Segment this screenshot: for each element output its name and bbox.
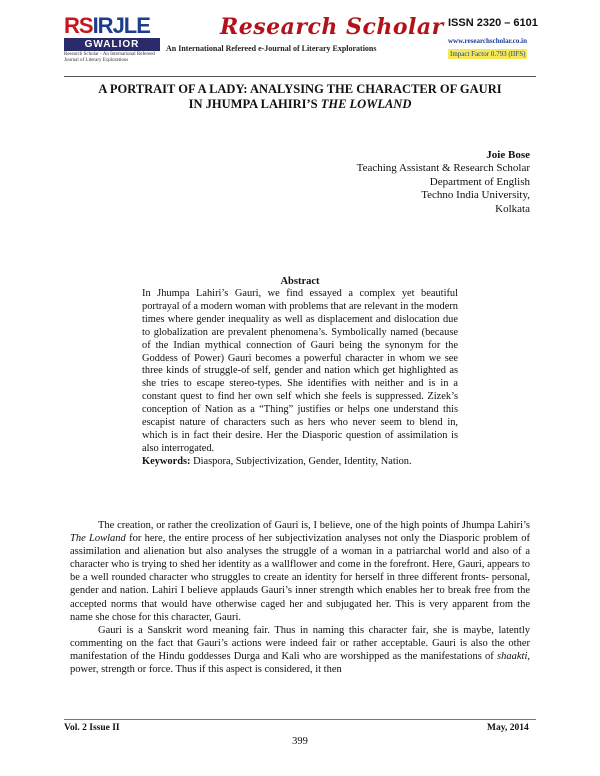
- abstract-text: In Jhumpa Lahiri’s Gauri, we find essayed a complex yet beautiful portrayal of a modern woman with problems that are relevant in the modern times where gender inequality as well as displacement and dislocation due to globalization are prevalent phenomena’s. Symbolically named (because of the Indian mythical connection of Gauri being the synonym for the Goddess of Power) Gauri becomes a powerful character in whom we see three kinds of struggle-of self, gender and nation which get highlighted as she tries to escape stereo-types. She identifies with neither and is in a constant quest to find her own self which she feels is suppressed. Zizek’s conception of Nation as a “Thing” justifies or helps one understand this escapist nature of characters such as hers who never seem to blend in, which is in fact their desire. Her the Diasporic question of assimilation is also interrogated.: [142, 288, 458, 454]
- journal-subtitle: An International Refereed e-Journal of Literary Explorations: [166, 44, 377, 53]
- page-number: 399: [292, 736, 308, 747]
- logo-city: GWALIOR: [64, 38, 160, 51]
- logo-wordmark: [64, 14, 164, 38]
- title-line-1: A PORTRAIT OF A LADY: ANALYSING THE CHARACTER OF GAURI: [98, 82, 502, 96]
- abstract-section: [142, 276, 458, 469]
- author-block: [357, 149, 530, 216]
- p1-book-title: The Lowland: [70, 533, 126, 545]
- logo-rs-part: RS: [64, 13, 93, 38]
- author-role: Teaching Assistant & Research Scholar: [356, 162, 530, 175]
- author-name: Joie Bose: [486, 149, 530, 161]
- keywords-label: Keywords:: [142, 455, 191, 467]
- keywords-line: [142, 456, 458, 469]
- p2-text-b: , power, strength or force. Thus if this aspect is considered, it then: [70, 650, 530, 676]
- title-line-2-prefix: IN JHUMPA LAHIRI’S: [188, 97, 321, 111]
- impact-factor-badge: Impact Factor 0.793 (IIFS): [450, 50, 526, 58]
- footer-volume: Vol. 2 Issue II: [64, 723, 120, 733]
- p2-text-a: Gauri is a Sanskrit word meaning fair. Thus in naming this character fair, she is maybe, latently commenting on the fact that Gauri’s actions were indeed fair or rather acceptable. Gauri is also the other manifestation of the Hindu goddesses Durga and Kali who are worshipped as the manifestations of: [70, 624, 530, 662]
- header-divider: [64, 76, 536, 77]
- p1-text-a: The creation, or rather the creolization of Gauri is, I believe, one of the high points of Jhumpa Lahiri’s: [98, 520, 530, 531]
- article-body: [70, 519, 530, 676]
- title-line-2: [64, 97, 536, 112]
- journal-logo: [64, 14, 164, 64]
- journal-website-link[interactable]: www.researchscholar.co.in: [448, 37, 528, 45]
- title-book-name: THE LOWLAND: [320, 97, 412, 111]
- p1-text-b: for here, the entire process of her subjectivization analyses not only the Diasporic problem of assimilation and alienation but also analyses the struggle of a woman in a patriarchal world and also of a character who is trying to shed her identity as a wallflower and come in the forefront. Here, Gauri, appears to be a well rounded character who struggles to create an identity for herself in three different fronts- personal, gender and nation. Lahiri I believe applauds Gauri’s inner strength which enables her to break free from the accepted norms that would have otherwise caged her and subjugated her. This is very apparent from the name she chose for this character, Gauri.: [70, 533, 530, 623]
- issn-number: ISSN 2320 – 6101: [448, 17, 538, 29]
- body-paragraph-2: [70, 624, 530, 676]
- author-university: Techno India University,: [421, 189, 530, 202]
- keywords-list: Diaspora, Subjectivization, Gender, Identity, Nation.: [190, 455, 412, 467]
- abstract-heading: Abstract: [280, 276, 320, 287]
- author-department: Department of English: [429, 175, 530, 188]
- logo-tagline: Research Scholar - An International Refereed Journal of Literary Explorations: [64, 52, 155, 63]
- footer-date: May, 2014: [487, 723, 529, 733]
- p2-italic-term: shaakti: [497, 650, 528, 662]
- body-paragraph-1: [70, 519, 530, 624]
- footer-divider: [64, 719, 536, 720]
- article-title: [64, 82, 536, 112]
- logo-irjle-part: IRJLE: [92, 13, 150, 38]
- author-city: Kolkata: [495, 202, 530, 215]
- journal-title: Research Scholar: [220, 14, 444, 40]
